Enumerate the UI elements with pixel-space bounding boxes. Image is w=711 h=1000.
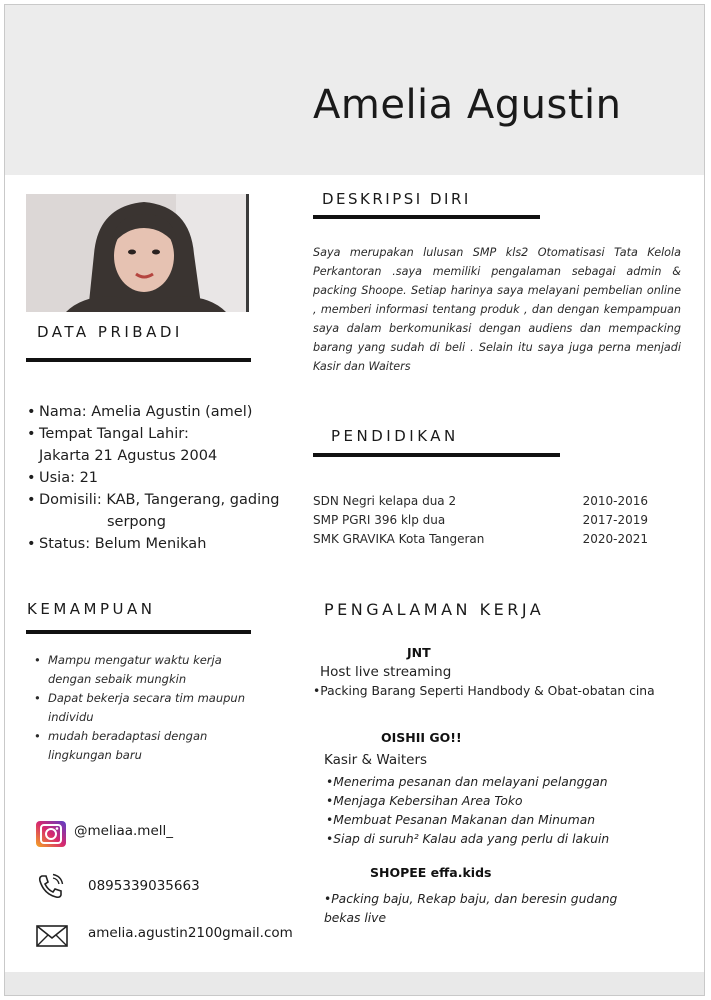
contact-phone[interactable]: 0895339035663 [88,878,200,894]
education-row [313,532,648,546]
education-years: 2010-2016 [582,494,648,508]
experience-item: •Menjaga Kebersihan Area Toko [326,794,523,808]
portrait-illustration [26,194,248,312]
list-item [27,533,307,555]
personal-ttl-value: Jakarta 21 Agustus 2004 [39,448,218,464]
experience-item: •Menerima pesanan dan melayani pelanggan [326,775,608,789]
personal-ttl-label: Tempat Tangal Lahir: [39,426,189,442]
section-title-pendidikan: PENDIDIKAN [331,427,459,445]
list-item: • Mampu mengatur waktu kerja dengan sebaik mungkin [30,651,260,689]
phone-icon [36,873,64,903]
personal-usia: Usia: 21 [39,470,99,486]
personal-data-list [27,401,307,555]
experience-company-oishii: OISHII GO!! [381,730,462,745]
resume-name: Amelia Agustin [313,82,622,128]
section-rule [26,358,251,362]
personal-domisili-cont: serpong [107,514,166,530]
list-item [27,489,307,511]
section-rule [313,215,540,219]
experience-role-jnt: Host live streaming [320,664,452,680]
education-years: 2020-2021 [582,532,648,546]
personal-domisili: Domisili: KAB, Tangerang, gading [39,492,280,508]
skills-list [30,651,260,765]
experience-item: •Packing Barang Seperti Handbody & Obat-obatan cina [313,684,655,698]
section-title-kemampuan: KEMAMPUAN [27,600,156,618]
education-row [313,513,648,527]
experience-item: •Membuat Pesanan Makanan dan Minuman [326,813,596,827]
section-title-data-pribadi: DATA PRIBADI [37,323,183,341]
list-item [27,401,307,423]
list-item [27,467,307,489]
photo-frame-edge [246,194,249,312]
profile-photo [26,194,248,312]
list-item: • Dapat bekerja secara tim maupun individu [30,689,260,727]
experience-company-shopee: SHOPEE effa.kids [370,865,492,880]
education-school: SMK GRAVIKA Kota Tangeran [313,532,485,546]
section-title-pengalaman: PENGALAMAN KERJA [324,600,545,619]
list-item [27,423,307,445]
education-years: 2017-2019 [582,513,648,527]
experience-item: •Packing baju, Rekap baju, dan beresin gudang bekas live [324,892,618,925]
section-rule [313,453,560,457]
list-item: • mudah beradaptasi dengan lingkungan baru [30,727,260,765]
footer-band [5,972,704,995]
contact-email[interactable]: amelia.agustin2100gmail.com [88,925,293,941]
contact-instagram[interactable]: @meliaa.mell_ [74,823,174,839]
deskripsi-text: Saya merupakan lulusan SMP kls2 Otomatisasi Tata Kelola Perkantoran .saya memiliki pengalaman sebagai admin & packing Shoope. Setiap harinya saya melayani pembelian online , memberi informasi tentang produk , dan dengan kempampuan saya dalam berkomunikasi dengan audiens dan mempacking barang yang sudah di beli . Selain itu saya juga perna menjadi Kasir dan Waiters [313,246,681,373]
envelope-icon [36,925,68,951]
personal-nama: Nama: Amelia Agustin (amel) [39,404,253,420]
education-school: SMP PGRI 396 klp dua [313,513,446,527]
section-rule [26,630,251,634]
instagram-icon [35,820,67,852]
experience-role-oishii: Kasir & Waiters [324,752,428,768]
education-school: SDN Negri kelapa dua 2 [313,494,457,508]
personal-status: Status: Belum Menikah [39,536,207,552]
section-title-deskripsi: DESKRIPSI DIRI [322,190,471,208]
education-row [313,494,648,508]
experience-company-jnt: JNT [407,645,431,660]
experience-item: •Siap di suruh² Kalau ada yang perlu di lakuin [326,832,610,846]
